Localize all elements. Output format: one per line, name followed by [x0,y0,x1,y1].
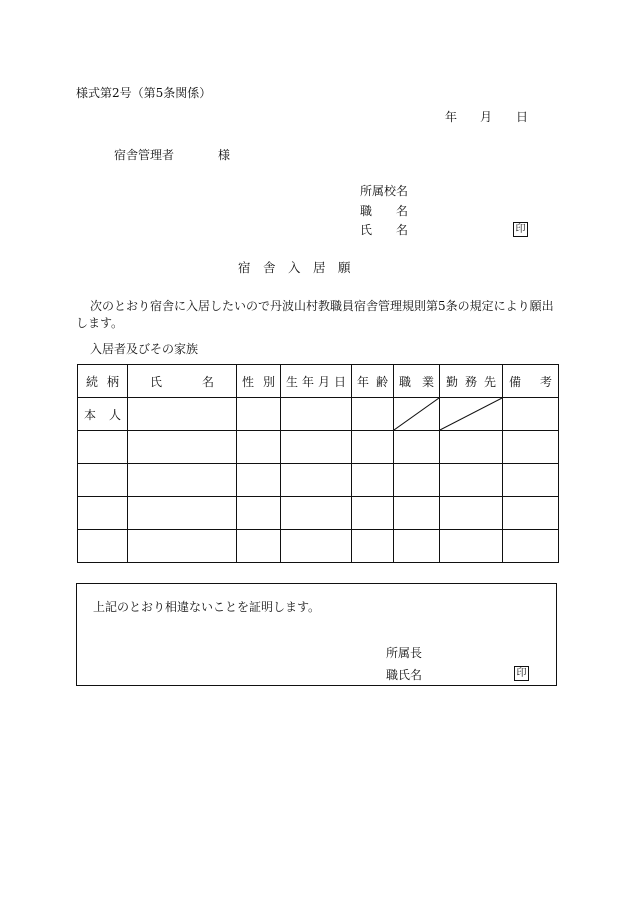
self-label-cell: 本 人 [78,398,128,431]
header-occupation: 職 業 [394,365,440,398]
header-sex: 性 別 [237,365,281,398]
certification-box [76,583,557,686]
date-day: 日 [516,110,529,124]
table-cell [503,398,559,431]
section-label: 入居者及びその家族 [90,342,199,356]
certification-seal: 印 [514,666,529,681]
table-cell [281,398,352,431]
table-row [78,398,559,431]
school-label: 所属校名 [360,184,409,198]
certification-name-label: 職氏名 [386,668,423,682]
diagonal-cell [394,398,440,431]
addressee-title: 宿舎管理者 [114,148,175,162]
form-number: 様式第2号（第5条関係） [76,86,212,100]
table-cell [128,398,237,431]
table-row [78,530,559,563]
name-label: 氏 名 [360,223,409,237]
header-workplace: 勤 務 先 [440,365,503,398]
header-birthdate: 生 年 月 日 [281,365,352,398]
table-cell [237,398,281,431]
position-label: 職 名 [360,204,409,218]
page-title: 宿 舎 入 居 願 [238,260,351,275]
certification-text: 上記のとおり相違ないことを証明します。 [93,600,321,614]
addressee-honorific: 様 [218,148,231,162]
diagonal-cell [440,398,503,431]
header-age: 年 齢 [352,365,394,398]
family-table [77,364,559,563]
body-text-line1: 次のとおり宿舎に入居したいので丹波山村教職員宿舎管理規則第5条の規定により願出 [90,299,554,313]
date-year: 年 [445,110,458,124]
date-month: 月 [480,110,493,124]
table-row [78,431,559,464]
table-row [78,464,559,497]
header-relationship: 続 柄 [78,365,128,398]
table-row [78,497,559,530]
body-text-line2: します。 [76,316,124,330]
table-header-row [78,365,559,398]
certification-head-label: 所属長 [386,646,423,660]
table-cell [352,398,394,431]
applicant-seal: 印 [513,222,528,237]
header-remarks: 備 考 [503,365,559,398]
header-name: 氏 名 [128,365,237,398]
